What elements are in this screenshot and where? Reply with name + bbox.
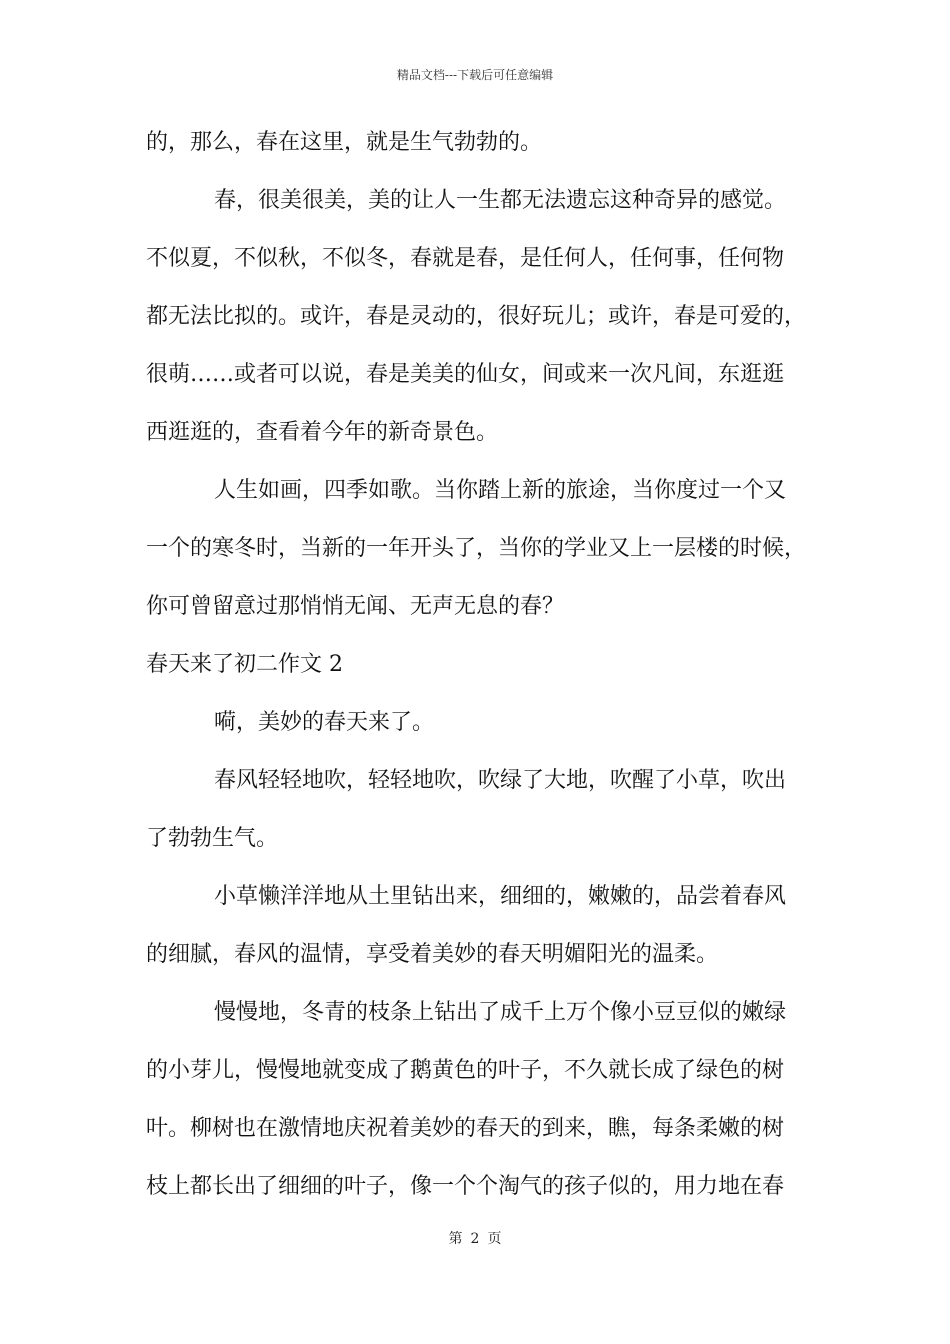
text-line: 很萌……或者可以说，春是美美的仙女，间或来一次凡间，东逛逛 — [146, 362, 785, 387]
text-line: 一个的寒冬时，当新的一年开头了，当你的学业又上一层楼的时候， — [146, 536, 807, 561]
text-line: 你可曾留意过那悄悄无闻、无声无息的春？ — [146, 594, 565, 619]
text-line: 的细腻，春风的温情，享受着美妙的春天明媚阳光的温柔。 — [146, 942, 719, 967]
page-footer — [0, 1228, 950, 1248]
text-line: 小草懒洋洋地从土里钻出来，细细的，嫩嫩的，品尝着春风 — [214, 884, 787, 909]
text-line: 的，那么，春在这里，就是生气勃勃的。 — [146, 130, 543, 155]
page-number: 2 — [470, 1231, 480, 1247]
text-line: 春风轻轻地吹，轻轻地吹，吹绿了大地，吹醒了小草，吹出 — [214, 768, 787, 793]
page-number-prefix: 第 — [448, 1231, 463, 1247]
text-line: 都无法比拟的。或许，春是灵动的，很好玩儿；或许，春是可爱的， — [146, 304, 807, 329]
text-line: 嗬，美妙的春天来了。 — [214, 710, 435, 735]
text-line: 的小芽儿，慢慢地就变成了鹅黄色的叶子，不久就长成了绿色的树 — [146, 1058, 785, 1083]
page-header: 精品文档---下载后可任意编辑 — [396, 68, 554, 82]
section-heading: 春天来了初二作文 2 — [146, 652, 343, 677]
page-number-suffix: 页 — [487, 1231, 502, 1247]
text-line: 叶。柳树也在激情地庆祝着美妙的春天的到来，瞧，每条柔嫩的树 — [146, 1116, 785, 1141]
text-line: 不似夏，不似秋，不似冬，春就是春，是任何人，任何事，任何物 — [146, 246, 785, 271]
text-line: 枝上都长出了细细的叶子，像一个个淘气的孩子似的，用力地在春 — [146, 1174, 785, 1199]
text-line: 西逛逛的，查看着今年的新奇景色。 — [146, 420, 499, 445]
text-line: 春，很美很美，美的让人一生都无法遗忘这种奇异的感觉。 — [214, 188, 787, 213]
text-line: 了勃勃生气。 — [146, 826, 279, 851]
text-line: 慢慢地，冬青的枝条上钻出了成千上万个像小豆豆似的嫩绿 — [214, 1000, 787, 1025]
text-line: 人生如画，四季如歌。当你踏上新的旅途，当你度过一个又 — [214, 478, 787, 503]
